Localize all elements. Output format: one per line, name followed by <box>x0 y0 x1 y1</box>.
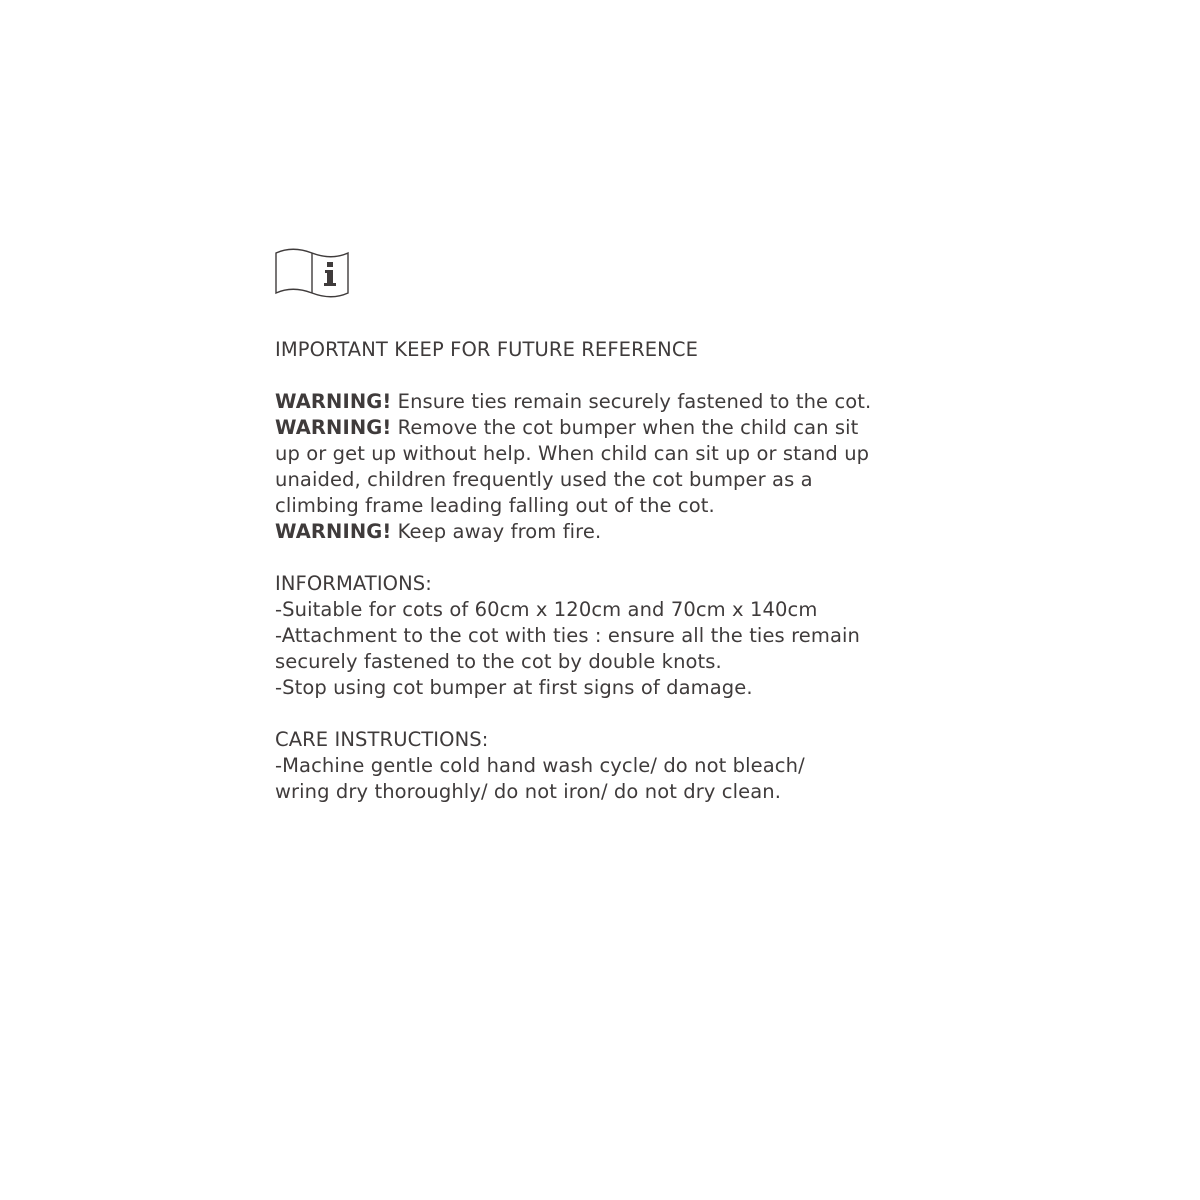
warning-keyword: WARNING! <box>275 520 392 543</box>
warning-text-continued: unaided, children frequently used the cot bumper as a <box>275 468 813 491</box>
warning-text: Keep away from fire. <box>391 520 602 543</box>
instruction-manual-info-icon <box>275 245 349 301</box>
care-line: -Machine gentle cold hand wash cycle/ do not bleach/ <box>275 754 805 777</box>
warning-keyword: WARNING! <box>275 390 392 413</box>
care-line: wring dry thoroughly/ do not iron/ do not dry clean. <box>275 780 782 803</box>
warning-text-continued: climbing frame leading falling out of the cot. <box>275 494 715 517</box>
document-body <box>275 245 915 805</box>
care-heading: CARE INSTRUCTIONS: <box>275 728 489 751</box>
informations-line: -Stop using cot bumper at first signs of damage. <box>275 676 753 699</box>
informations-line: -Attachment to the cot with ties : ensure all the ties remain <box>275 624 861 647</box>
warnings-section <box>275 389 915 545</box>
warning-text: Remove the cot bumper when the child can sit <box>391 416 859 439</box>
warning-text-continued: up or get up without help. When child can sit up or stand up <box>275 442 870 465</box>
warning-line <box>275 415 915 441</box>
informations-line: securely fastened to the cot by double knots. <box>275 650 722 673</box>
page-title: IMPORTANT KEEP FOR FUTURE REFERENCE <box>275 338 698 361</box>
informations-section <box>275 571 915 701</box>
warning-line <box>275 519 915 545</box>
warning-text: Ensure ties remain securely fastened to the cot. <box>391 390 872 413</box>
warning-keyword: WARNING! <box>275 416 392 439</box>
warning-line <box>275 389 915 415</box>
informations-heading: INFORMATIONS: <box>275 572 432 595</box>
care-instructions-section <box>275 727 915 805</box>
informations-line: -Suitable for cots of 60cm x 120cm and 70cm x 140cm <box>275 598 818 621</box>
